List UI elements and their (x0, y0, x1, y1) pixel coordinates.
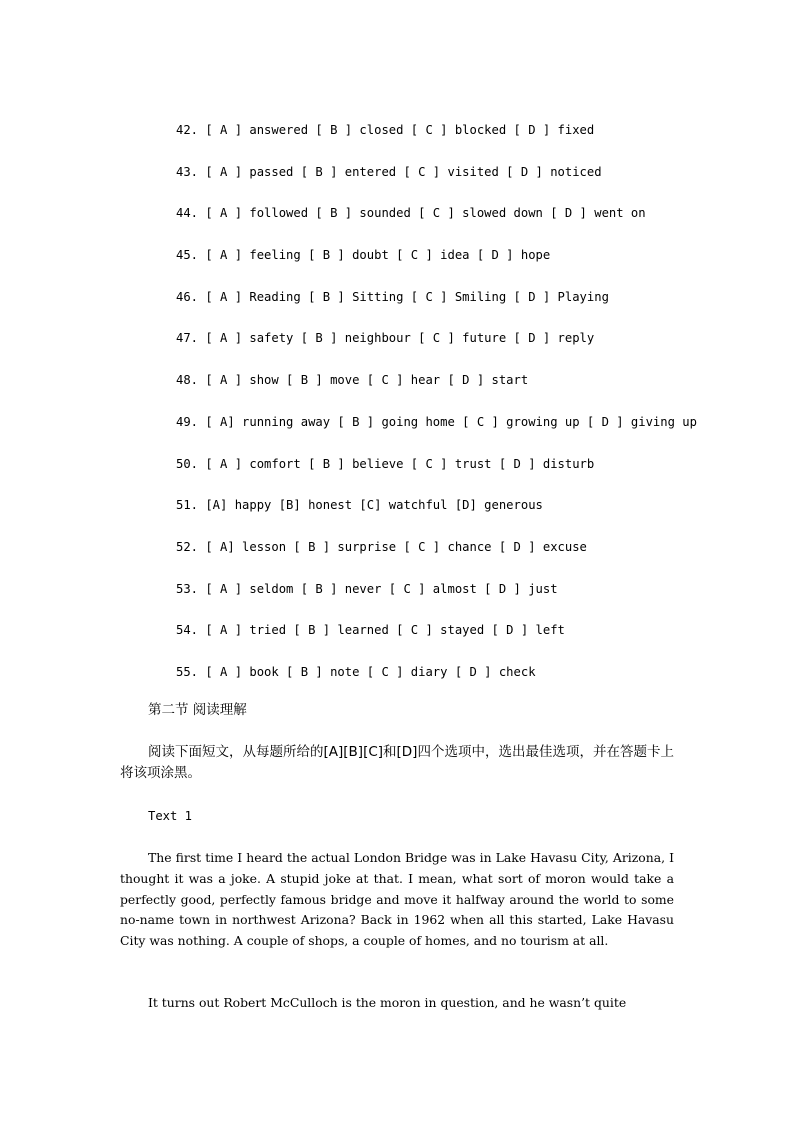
question-54-options: 54. [ A ] tried [ B ] learned [ C ] stayed [ D ] left (176, 623, 565, 638)
question-44-options: 44. [ A ] followed [ B ] sounded [ C ] slowed down [ D ] went on (176, 206, 646, 221)
question-50-options: 50. [ A ] comfort [ B ] believe [ C ] trust [ D ] disturb (176, 456, 595, 471)
question-42-options: 42. [ A ] answered [ B ] closed [ C ] blocked [ D ] fixed (176, 123, 595, 137)
question-51-options: 51. [A] happy [B] honest [C] watchful [D] generous (176, 498, 543, 513)
question-53-options: 53. [ A ] seldom [ B ] never [ C ] almost [ D ] just (176, 581, 558, 596)
text-label: Text 1 (148, 809, 193, 823)
text1-paragraph-1: The first time I heard the actual London Bridge was in Lake Havasu City, Arizona, I thought it was a joke. A stupid joke at that. I mean, what sort of moron would take a perfectly good, perfectly famous bridge and move it halfway around the world to some no-name town in northwest Arizona? Back in 1962 when all this started, Lake Havasu City was nothing. A couple of shops, a couple of homes, and no tourism at all. (120, 850, 674, 949)
question-49-options: 49. [ A] running away [ B ] going home [ C ] growing up [ D ] giving up (176, 414, 697, 429)
question-45-options: 45. [ A ] feeling [ B ] doubt [ C ] idea [ D ] hope (176, 248, 551, 263)
question-47-options: 47. [ A ] safety [ B ] neighbour [ C ] future [ D ] reply (176, 331, 595, 346)
question-52-options: 52. [ A] lesson [ B ] surprise [ C ] chance [ D ] excuse (176, 539, 587, 554)
cloze-options-list (176, 120, 696, 704)
question-46-options: 46. [ A ] Reading [ B ] Sitting [ C ] Smiling [ D ] Playing (176, 289, 609, 304)
question-48-options: 48. [ A ] show [ B ] move [ C ] hear [ D ] start (176, 373, 529, 388)
text1-paragraph-2: It turns out Robert McCulloch is the moron in question, and he wasn’t quite (148, 995, 627, 1010)
question-43-options: 43. [ A ] passed [ B ] entered [ C ] visited [ D ] noticed (176, 164, 602, 179)
question-55-options: 55. [ A ] book [ B ] note [ C ] diary [ D ] check (176, 664, 536, 679)
section-heading: 第二节 阅读理解 (148, 702, 247, 718)
reading-instructions: 阅读下面短文，从每题所给的[A][B][C]和[D]四个选项中，选出最佳选项，并在答题卡上将该项涂黑。 (120, 744, 674, 781)
